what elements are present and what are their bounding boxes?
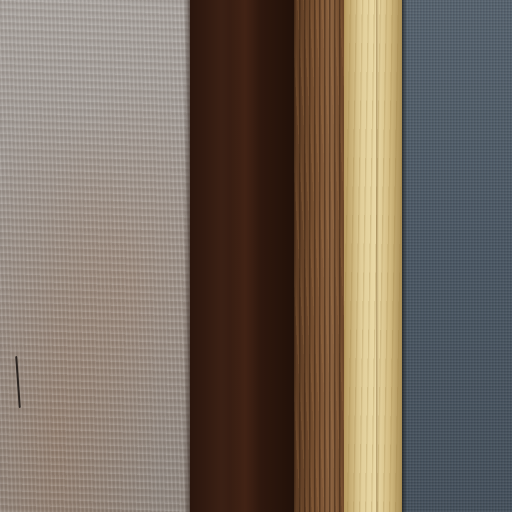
fabric-edge-shadow: [402, 0, 407, 512]
gap-sheen: [230, 0, 260, 512]
wood-groove: [376, 0, 379, 512]
pale-yellow-wood-strip: [344, 0, 402, 512]
slate-blue-fabric-panel: [402, 0, 512, 512]
brown-grained-wood-strip: [294, 0, 344, 512]
dark-shadow-gap: [190, 0, 294, 512]
weathered-grey-wood-board: [0, 0, 190, 512]
wood-crack: [15, 356, 21, 408]
